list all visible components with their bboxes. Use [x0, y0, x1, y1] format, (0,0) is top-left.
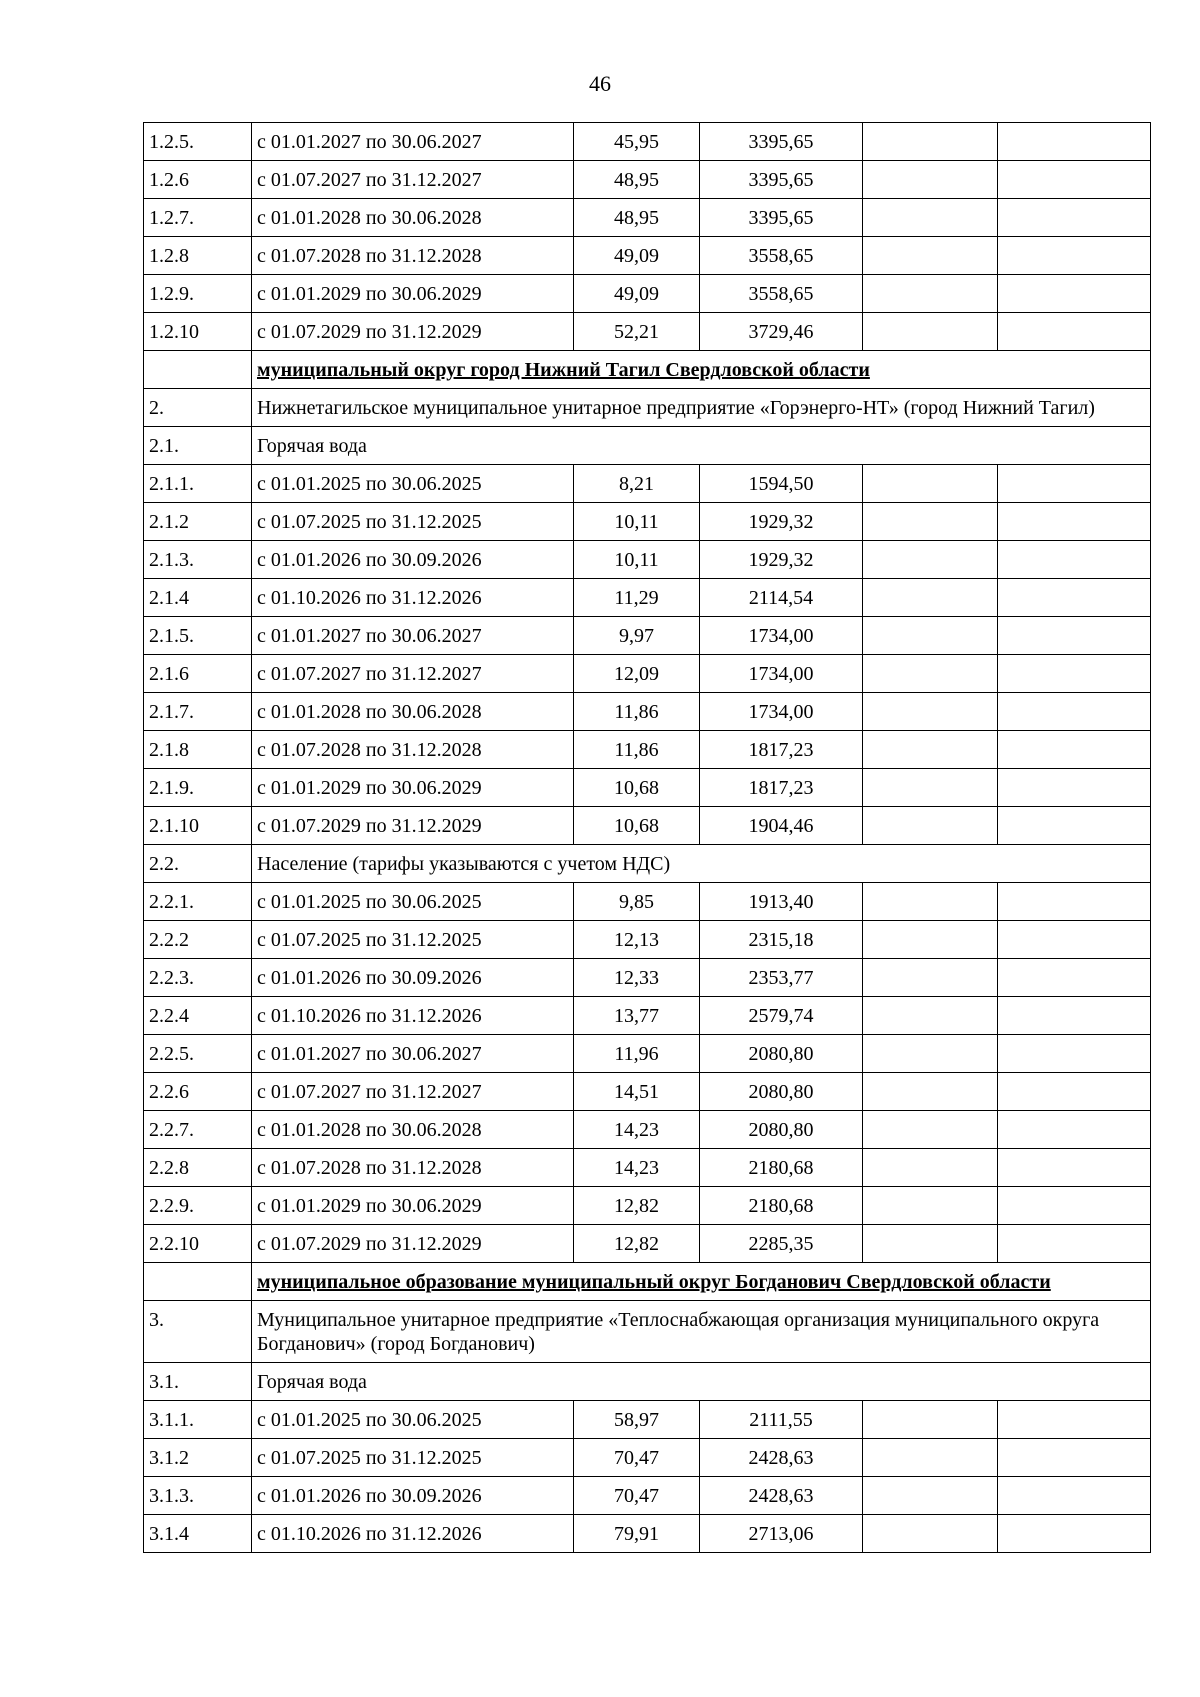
row-period: с 01.07.2029 по 31.12.2029 — [252, 313, 574, 351]
row-empty-cell — [863, 807, 998, 845]
category-name: Горячая вода — [252, 1363, 1151, 1401]
table-row — [144, 921, 1151, 959]
row-code: 2.1.6 — [144, 655, 252, 693]
row-value-2: 2428,63 — [700, 1439, 863, 1477]
row-value-2: 2285,35 — [700, 1225, 863, 1263]
row-value-1: 49,09 — [574, 275, 700, 313]
row-value-2: 3395,65 — [700, 123, 863, 161]
tariff-table-body — [144, 123, 1151, 1553]
category-code: 2.1. — [144, 427, 252, 465]
row-value-1: 14,23 — [574, 1149, 700, 1187]
table-row — [144, 161, 1151, 199]
row-code: 2.2.9. — [144, 1187, 252, 1225]
row-empty-cell — [863, 1515, 998, 1553]
row-code: 2.1.10 — [144, 807, 252, 845]
row-period: с 01.10.2026 по 31.12.2026 — [252, 579, 574, 617]
row-value-2: 2111,55 — [700, 1401, 863, 1439]
row-code: 3.1.3. — [144, 1477, 252, 1515]
row-empty-cell — [998, 1225, 1151, 1263]
row-empty-cell — [998, 123, 1151, 161]
row-period: с 01.07.2028 по 31.12.2028 — [252, 731, 574, 769]
row-empty-cell — [998, 1073, 1151, 1111]
category-row — [144, 427, 1151, 465]
row-value-2: 2713,06 — [700, 1515, 863, 1553]
row-value-2: 1594,50 — [700, 465, 863, 503]
row-empty-cell — [998, 1477, 1151, 1515]
row-value-2: 2315,18 — [700, 921, 863, 959]
row-code: 2.1.8 — [144, 731, 252, 769]
row-value-2: 2180,68 — [700, 1187, 863, 1225]
row-empty-cell — [863, 959, 998, 997]
row-value-1: 13,77 — [574, 997, 700, 1035]
table-row — [144, 1515, 1151, 1553]
row-period: с 01.07.2025 по 31.12.2025 — [252, 503, 574, 541]
row-code: 2.1.1. — [144, 465, 252, 503]
row-period: с 01.10.2026 по 31.12.2026 — [252, 1515, 574, 1553]
row-period: с 01.01.2027 по 30.06.2027 — [252, 123, 574, 161]
row-value-1: 12,82 — [574, 1225, 700, 1263]
row-value-2: 1734,00 — [700, 617, 863, 655]
row-period: с 01.01.2028 по 30.06.2028 — [252, 1111, 574, 1149]
table-row — [144, 807, 1151, 845]
row-value-1: 11,86 — [574, 693, 700, 731]
category-row — [144, 1363, 1151, 1401]
row-value-1: 79,91 — [574, 1515, 700, 1553]
row-empty-cell — [998, 579, 1151, 617]
row-value-1: 70,47 — [574, 1439, 700, 1477]
row-empty-cell — [863, 1111, 998, 1149]
row-empty-cell — [863, 1149, 998, 1187]
row-empty-cell — [863, 731, 998, 769]
row-period: с 01.07.2029 по 31.12.2029 — [252, 807, 574, 845]
row-empty-cell — [863, 921, 998, 959]
row-empty-cell — [998, 237, 1151, 275]
table-row — [144, 1035, 1151, 1073]
row-value-1: 11,86 — [574, 731, 700, 769]
heading-code-cell — [144, 351, 252, 389]
row-value-2: 1913,40 — [700, 883, 863, 921]
row-value-1: 10,11 — [574, 541, 700, 579]
row-empty-cell — [998, 617, 1151, 655]
category-name: Горячая вода — [252, 427, 1151, 465]
row-value-2: 2080,80 — [700, 1035, 863, 1073]
row-empty-cell — [863, 693, 998, 731]
row-code: 3.1.2 — [144, 1439, 252, 1477]
row-empty-cell — [998, 465, 1151, 503]
row-period: с 01.01.2025 по 30.06.2025 — [252, 465, 574, 503]
row-value-2: 3729,46 — [700, 313, 863, 351]
row-value-2: 2180,68 — [700, 1149, 863, 1187]
row-empty-cell — [863, 313, 998, 351]
row-value-1: 10,11 — [574, 503, 700, 541]
organization-row — [144, 1301, 1151, 1363]
row-code: 1.2.9. — [144, 275, 252, 313]
row-value-1: 9,85 — [574, 883, 700, 921]
row-code: 2.1.2 — [144, 503, 252, 541]
row-value-2: 2114,54 — [700, 579, 863, 617]
row-empty-cell — [863, 1073, 998, 1111]
row-period: с 01.07.2027 по 31.12.2027 — [252, 1073, 574, 1111]
row-value-1: 49,09 — [574, 237, 700, 275]
row-code: 3.1.4 — [144, 1515, 252, 1553]
row-value-1: 14,51 — [574, 1073, 700, 1111]
row-period: с 01.07.2025 по 31.12.2025 — [252, 1439, 574, 1477]
organization-row — [144, 389, 1151, 427]
section-heading: муниципальное образование муниципальный округ Богданович Свердловской области — [252, 1263, 1151, 1301]
row-empty-cell — [998, 959, 1151, 997]
row-value-2: 3395,65 — [700, 199, 863, 237]
row-empty-cell — [998, 921, 1151, 959]
row-value-2: 2353,77 — [700, 959, 863, 997]
row-code: 2.2.2 — [144, 921, 252, 959]
row-empty-cell — [863, 1035, 998, 1073]
row-period: с 01.01.2029 по 30.06.2029 — [252, 769, 574, 807]
row-period: с 01.01.2028 по 30.06.2028 — [252, 199, 574, 237]
row-period: с 01.01.2025 по 30.06.2025 — [252, 1401, 574, 1439]
table-row — [144, 275, 1151, 313]
organization-name: Нижнетагильское муниципальное унитарное предприятие «Горэнерго-НТ» (город Нижний Тагил) — [252, 389, 1151, 427]
row-period: с 01.01.2027 по 30.06.2027 — [252, 617, 574, 655]
row-value-1: 12,09 — [574, 655, 700, 693]
row-value-2: 1929,32 — [700, 503, 863, 541]
row-code: 2.2.4 — [144, 997, 252, 1035]
row-code: 2.1.3. — [144, 541, 252, 579]
category-name: Население (тарифы указываются с учетом НДС) — [252, 845, 1151, 883]
section-heading: муниципальный округ город Нижний Тагил Свердловской области — [252, 351, 1151, 389]
section-heading-row — [144, 351, 1151, 389]
row-empty-cell — [863, 123, 998, 161]
row-code: 2.2.3. — [144, 959, 252, 997]
table-row — [144, 655, 1151, 693]
table-row — [144, 237, 1151, 275]
row-value-1: 11,29 — [574, 579, 700, 617]
row-period: с 01.01.2025 по 30.06.2025 — [252, 883, 574, 921]
row-value-1: 48,95 — [574, 199, 700, 237]
row-code: 1.2.8 — [144, 237, 252, 275]
heading-code-cell — [144, 1263, 252, 1301]
row-code: 1.2.10 — [144, 313, 252, 351]
row-empty-cell — [998, 503, 1151, 541]
row-period: с 01.01.2027 по 30.06.2027 — [252, 1035, 574, 1073]
row-period: с 01.07.2025 по 31.12.2025 — [252, 921, 574, 959]
row-period: с 01.01.2026 по 30.09.2026 — [252, 1477, 574, 1515]
table-row — [144, 1111, 1151, 1149]
row-code: 1.2.6 — [144, 161, 252, 199]
row-period: с 01.10.2026 по 31.12.2026 — [252, 997, 574, 1035]
row-empty-cell — [998, 541, 1151, 579]
row-period: с 01.07.2027 по 31.12.2027 — [252, 655, 574, 693]
row-empty-cell — [998, 1149, 1151, 1187]
organization-code: 2. — [144, 389, 252, 427]
table-row — [144, 1149, 1151, 1187]
row-empty-cell — [998, 1515, 1151, 1553]
table-row — [144, 1187, 1151, 1225]
row-empty-cell — [863, 199, 998, 237]
row-empty-cell — [998, 275, 1151, 313]
row-value-1: 58,97 — [574, 1401, 700, 1439]
row-value-2: 1817,23 — [700, 731, 863, 769]
table-row — [144, 199, 1151, 237]
row-empty-cell — [863, 237, 998, 275]
table-row — [144, 503, 1151, 541]
row-empty-cell — [863, 503, 998, 541]
row-code: 2.2.8 — [144, 1149, 252, 1187]
row-empty-cell — [998, 655, 1151, 693]
category-code: 3.1. — [144, 1363, 252, 1401]
row-value-2: 1734,00 — [700, 655, 863, 693]
table-row — [144, 123, 1151, 161]
row-value-1: 12,33 — [574, 959, 700, 997]
row-code: 2.2.6 — [144, 1073, 252, 1111]
row-code: 2.2.7. — [144, 1111, 252, 1149]
row-code: 1.2.7. — [144, 199, 252, 237]
row-code: 2.2.5. — [144, 1035, 252, 1073]
table-row — [144, 313, 1151, 351]
row-empty-cell — [863, 1187, 998, 1225]
row-empty-cell — [998, 997, 1151, 1035]
row-empty-cell — [863, 465, 998, 503]
table-row — [144, 1439, 1151, 1477]
row-code: 2.2.10 — [144, 1225, 252, 1263]
row-empty-cell — [998, 1439, 1151, 1477]
table-row — [144, 579, 1151, 617]
table-row — [144, 1073, 1151, 1111]
row-period: с 01.01.2029 по 30.06.2029 — [252, 1187, 574, 1225]
row-value-1: 12,13 — [574, 921, 700, 959]
row-value-1: 10,68 — [574, 769, 700, 807]
row-empty-cell — [998, 1187, 1151, 1225]
row-empty-cell — [863, 883, 998, 921]
row-empty-cell — [863, 275, 998, 313]
row-empty-cell — [998, 807, 1151, 845]
row-value-1: 14,23 — [574, 1111, 700, 1149]
row-period: с 01.01.2029 по 30.06.2029 — [252, 275, 574, 313]
organization-name: Муниципальное унитарное предприятие «Теплоснабжающая организация муниципального округа Богданович» (город Богданович) — [252, 1301, 1151, 1363]
table-row — [144, 541, 1151, 579]
row-code: 2.1.5. — [144, 617, 252, 655]
row-empty-cell — [998, 1401, 1151, 1439]
row-empty-cell — [998, 313, 1151, 351]
row-value-1: 70,47 — [574, 1477, 700, 1515]
table-row — [144, 959, 1151, 997]
table-row — [144, 1477, 1151, 1515]
row-empty-cell — [863, 579, 998, 617]
row-value-1: 48,95 — [574, 161, 700, 199]
table-row — [144, 617, 1151, 655]
row-value-2: 1904,46 — [700, 807, 863, 845]
table-row — [144, 997, 1151, 1035]
row-empty-cell — [863, 161, 998, 199]
row-empty-cell — [863, 1477, 998, 1515]
table-row — [144, 1401, 1151, 1439]
row-empty-cell — [998, 693, 1151, 731]
row-period: с 01.01.2026 по 30.09.2026 — [252, 959, 574, 997]
row-value-1: 9,97 — [574, 617, 700, 655]
row-empty-cell — [863, 541, 998, 579]
row-value-1: 11,96 — [574, 1035, 700, 1073]
row-code: 1.2.5. — [144, 123, 252, 161]
row-value-2: 3558,65 — [700, 275, 863, 313]
row-value-2: 1817,23 — [700, 769, 863, 807]
table-row — [144, 883, 1151, 921]
row-code: 3.1.1. — [144, 1401, 252, 1439]
row-period: с 01.07.2028 по 31.12.2028 — [252, 1149, 574, 1187]
row-value-1: 12,82 — [574, 1187, 700, 1225]
row-value-1: 8,21 — [574, 465, 700, 503]
row-code: 2.1.7. — [144, 693, 252, 731]
row-value-2: 2579,74 — [700, 997, 863, 1035]
row-code: 2.1.9. — [144, 769, 252, 807]
row-value-2: 2080,80 — [700, 1073, 863, 1111]
row-period: с 01.07.2029 по 31.12.2029 — [252, 1225, 574, 1263]
row-empty-cell — [998, 161, 1151, 199]
row-value-1: 52,21 — [574, 313, 700, 351]
row-empty-cell — [998, 731, 1151, 769]
table-row — [144, 769, 1151, 807]
row-empty-cell — [863, 1439, 998, 1477]
tariff-table — [143, 122, 1151, 1553]
page-number: 46 — [589, 71, 611, 96]
row-period: с 01.07.2027 по 31.12.2027 — [252, 161, 574, 199]
row-value-2: 3395,65 — [700, 161, 863, 199]
row-value-2: 1929,32 — [700, 541, 863, 579]
row-empty-cell — [863, 617, 998, 655]
row-value-2: 2080,80 — [700, 1111, 863, 1149]
table-row — [144, 693, 1151, 731]
row-empty-cell — [863, 1401, 998, 1439]
category-row — [144, 845, 1151, 883]
row-period: с 01.01.2028 по 30.06.2028 — [252, 693, 574, 731]
row-empty-cell — [863, 997, 998, 1035]
table-row — [144, 465, 1151, 503]
organization-code: 3. — [144, 1301, 252, 1363]
row-empty-cell — [998, 199, 1151, 237]
row-empty-cell — [998, 883, 1151, 921]
table-row — [144, 731, 1151, 769]
row-value-2: 3558,65 — [700, 237, 863, 275]
section-heading-row — [144, 1263, 1151, 1301]
row-code: 2.1.4 — [144, 579, 252, 617]
row-empty-cell — [863, 769, 998, 807]
row-empty-cell — [863, 1225, 998, 1263]
row-empty-cell — [998, 769, 1151, 807]
row-value-1: 45,95 — [574, 123, 700, 161]
row-empty-cell — [998, 1035, 1151, 1073]
table-row — [144, 1225, 1151, 1263]
row-empty-cell — [863, 655, 998, 693]
row-period: с 01.01.2026 по 30.09.2026 — [252, 541, 574, 579]
row-code: 2.2.1. — [144, 883, 252, 921]
row-value-2: 1734,00 — [700, 693, 863, 731]
row-value-2: 2428,63 — [700, 1477, 863, 1515]
row-period: с 01.07.2028 по 31.12.2028 — [252, 237, 574, 275]
row-empty-cell — [998, 1111, 1151, 1149]
row-value-1: 10,68 — [574, 807, 700, 845]
category-code: 2.2. — [144, 845, 252, 883]
